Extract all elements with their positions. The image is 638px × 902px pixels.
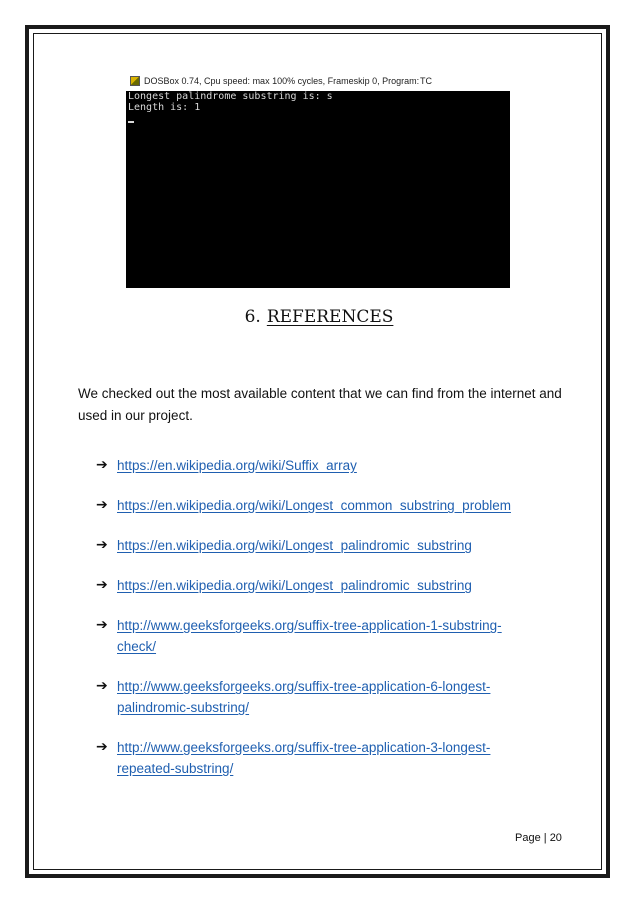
reference-link-line2[interactable]: repeated-substring/ — [117, 761, 234, 776]
console-cursor — [128, 121, 134, 123]
arrow-bullet-icon: ➔ — [96, 497, 108, 513]
arrow-bullet-icon: ➔ — [96, 537, 108, 553]
page-separator: | — [543, 832, 547, 844]
reference-link[interactable]: https://en.wikipedia.org/wiki/Longest_palindromic_substring — [117, 538, 472, 553]
dosbox-app-icon — [130, 76, 140, 86]
arrow-bullet-icon: ➔ — [96, 739, 108, 755]
dosbox-screenshot — [126, 71, 510, 288]
page-label: Page — [515, 832, 541, 844]
reference-item — [96, 615, 576, 657]
console-line-result: Longest palindrome substring is: s — [128, 91, 333, 102]
arrow-bullet-icon: ➔ — [96, 617, 108, 633]
reference-item — [96, 495, 576, 516]
reference-link[interactable]: https://en.wikipedia.org/wiki/Longest_common_substring_problem — [117, 498, 511, 513]
page-number: 20 — [549, 832, 562, 844]
dosbox-titlebar — [126, 71, 510, 91]
reference-link-line1[interactable]: http://www.geeksforgeeks.org/suffix-tree-application-6-longest- — [117, 679, 491, 694]
dosbox-title: DOSBox 0.74, Cpu speed: max 100% cycles, Frameskip 0, Program: — [144, 76, 420, 86]
reference-link-line1[interactable]: http://www.geeksforgeeks.org/suffix-tree-application-3-longest- — [117, 740, 491, 755]
reference-link-line2[interactable]: palindromic-substring/ — [117, 700, 250, 715]
dosbox-program-name: TC — [420, 76, 432, 86]
arrow-bullet-icon: ➔ — [96, 678, 108, 694]
section-number: 6. — [244, 307, 261, 327]
arrow-bullet-icon: ➔ — [96, 457, 108, 473]
reference-item — [96, 737, 576, 779]
reference-item — [96, 535, 576, 556]
reference-item — [96, 676, 576, 718]
reference-link-line2[interactable]: check/ — [117, 639, 157, 654]
reference-link[interactable]: https://en.wikipedia.org/wiki/Suffix_array — [117, 458, 357, 473]
page-footer — [515, 832, 562, 844]
section-heading — [0, 305, 638, 329]
reference-link-line1[interactable]: http://www.geeksforgeeks.org/suffix-tree-application-1-substring- — [117, 618, 502, 633]
arrow-bullet-icon: ➔ — [96, 577, 108, 593]
intro-paragraph: We checked out the most available content that we can find from the internet and used in our project. — [78, 386, 562, 423]
reference-item — [96, 455, 576, 476]
reference-link[interactable]: https://en.wikipedia.org/wiki/Longest_palindromic_substring — [117, 578, 472, 593]
console-line-length: Length is: 1 — [128, 102, 201, 113]
section-title: REFERENCES — [266, 307, 394, 327]
reference-item — [96, 575, 576, 596]
dosbox-console — [126, 91, 510, 288]
reference-list — [96, 455, 576, 798]
